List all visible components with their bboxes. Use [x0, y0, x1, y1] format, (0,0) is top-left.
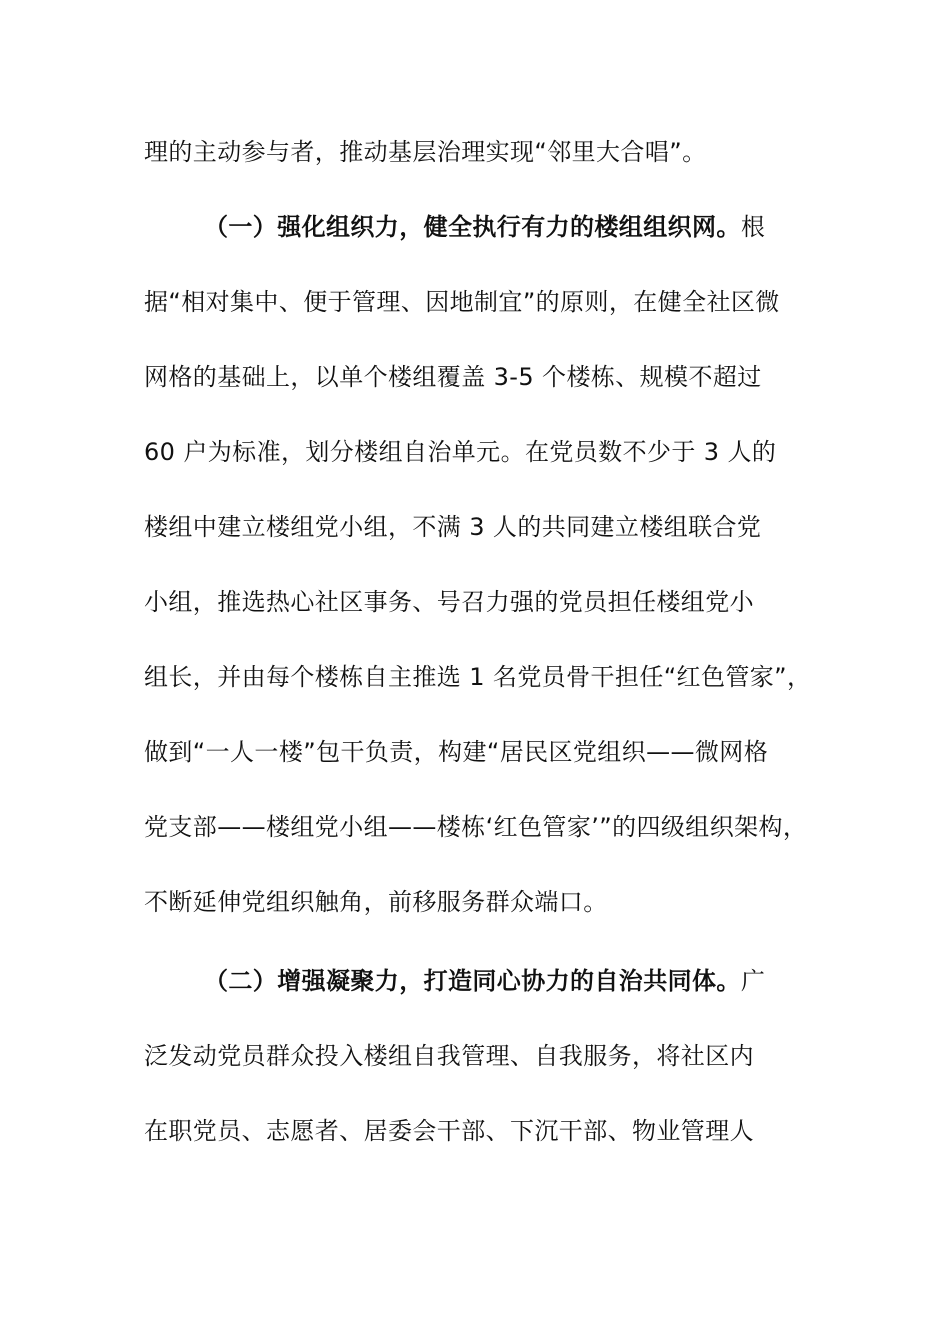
line-text: 在职党员、志愿者、居委会干部、下沉干部、物业管理人 — [144, 1117, 754, 1145]
line-text: 网格的基础上，以单个楼组覆盖 3-5 个楼栋、规模不超过 — [144, 363, 762, 391]
paragraph-line — [144, 1036, 754, 1076]
paragraph-line — [144, 657, 811, 697]
paragraph-line — [144, 1111, 754, 1151]
line-text: 根 — [740, 213, 766, 241]
paragraph-line — [144, 432, 776, 472]
paragraph-line — [144, 357, 762, 397]
section-heading-line — [204, 207, 765, 247]
line-text: 泛发动党员群众投入楼组自我管理、自我服务，将社区内 — [144, 1042, 754, 1070]
paragraph-line — [144, 807, 807, 847]
section-heading-line — [204, 961, 765, 1001]
paragraph-line — [144, 732, 768, 772]
paragraph-line — [144, 132, 706, 172]
line-text: 理的主动参与者，推动基层治理实现“邻里大合唱”。 — [144, 138, 707, 166]
section-heading: （一）强化组织力，健全执行有力的楼组组织网。 — [204, 213, 741, 241]
line-text: 不断延伸党组织触角，前移服务群众端口。 — [144, 888, 608, 916]
line-text: 据“相对集中、便于管理、因地制宜”的原则，在健全社区微 — [144, 288, 780, 316]
line-text: 党支部——楼组党小组——楼栋‘红色管家’”的四级组织架构， — [144, 813, 808, 841]
paragraph-line — [144, 882, 608, 922]
paragraph-line — [144, 282, 780, 322]
line-text: 楼组中建立楼组党小组，不满 3 人的共同建立楼组联合党 — [144, 513, 762, 541]
section-heading: （二）增强凝聚力，打造同心协力的自治共同体。 — [204, 967, 741, 995]
line-text: 广 — [740, 967, 766, 995]
line-text: 小组，推选热心社区事务、号召力强的党员担任楼组党小 — [144, 588, 754, 616]
paragraph-line — [144, 582, 754, 622]
paragraph-line — [144, 507, 761, 547]
line-text: 组长，并由每个楼栋自主推选 1 名党员骨干担任“红色管家”， — [144, 663, 812, 691]
line-text: 做到“一人一楼”包干负责，构建“居民区党组织——微网格 — [144, 738, 769, 766]
line-text: 60 户为标准，划分楼组自治单元。在党员数不少于 3 人的 — [144, 438, 777, 466]
